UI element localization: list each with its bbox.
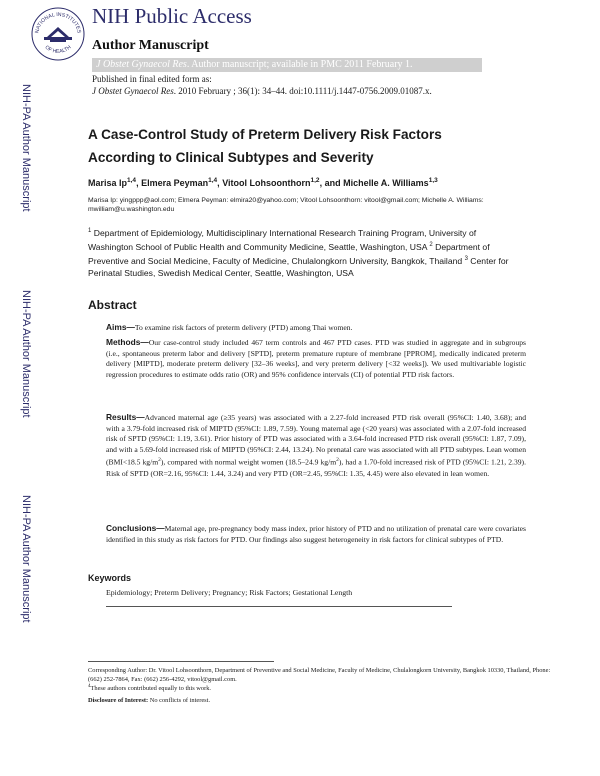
availability-text: [96, 58, 413, 72]
results-text: ), had a 1.70-fold increased risk of PTD (95%CI: 1.21, 2.39). Risk of SPTD (OR=2.16, 95%CI: 1.44, 3.24) and very PTD (OR=2.45, 95%CI: 1.35, 4.45) were also elevated in lean women.: [106, 457, 526, 478]
citation-journal: J Obstet Gynaecol Res: [92, 86, 174, 96]
disclosure-label: Disclosure of Interest:: [88, 697, 149, 704]
side-watermark-bottom: NIH-PA Author Manuscript: [20, 495, 32, 623]
disclosure-text: No conflicts of interest.: [148, 697, 211, 704]
author-emails: Marisa Ip: yingppp@aol.com; Elmera Peyman: elmira20@yahoo.com; Vitool Lohsoonthorn: vitool@gmail.com; Michelle A. Williams: mwilliam@u.washington.edu: [88, 197, 484, 213]
disclosure-note: [88, 697, 560, 704]
equal-contribution-note: [88, 683, 560, 694]
results-superscript: 2: [336, 457, 339, 464]
author-affil-sup: 1,4: [127, 177, 137, 184]
affil-text: Department of Preventive and Social Medicine, Faculty of Medicine, Chulalongkorn University, Bangkok, Thailand: [88, 241, 490, 266]
conclusions-text: Maternal age, pre-pregnancy body mass index, prior history of PTD and no utilization of prenatal care were covariates identified in this study as risk factors for PTD. Our findings also suggest heterogeneity in risk factors for clinical subtypes of PTD.: [106, 524, 526, 544]
methods-text: Our case-control study included 467 term controls and 467 PTD cases. PTD was studied in aggregate and in subgroups (i.e., spontaneous preterm labor and delivery [SPTD], preterm premature rupture of membrane [PPROM], medically indicated preterm delivery [MIPTD], moderate preterm delivery [32–36 weeks], and very preterm delivery [<32 weeks]). We used multivariable logistic regression procedures to estimate odds ratio (OR) and 95% confidence intervals (CI) of potential PTD risk factors.: [106, 338, 526, 379]
methods-label: Methods—: [106, 337, 149, 347]
nih-seal-logo: [30, 6, 86, 62]
affil-num: 1: [88, 228, 92, 234]
abstract-conclusions: [106, 523, 526, 545]
nih-public-access-title: NIH Public Access: [92, 4, 252, 28]
author-name: Vitool Lohsoonthorn: [222, 178, 311, 188]
published-label: Published in final edited form as:: [92, 74, 212, 84]
author-affil-sup: 1,3: [428, 177, 438, 184]
aims-text: To examine risk factors of preterm delivery (PTD) among Thai women.: [134, 323, 353, 332]
footnote-divider: [88, 661, 274, 662]
abstract-heading: Abstract: [88, 298, 137, 312]
author-name: Michelle A. Williams: [343, 178, 429, 188]
author-name: Elmera Peyman: [141, 178, 209, 188]
author-separator: , and: [319, 178, 344, 188]
results-superscript: 2: [158, 457, 161, 464]
keywords-divider: [106, 606, 452, 607]
journal-abbrev: J Obstet Gynaecol Res: [96, 59, 187, 70]
svg-text:OF HEALTH: OF HEALTH: [43, 44, 73, 55]
affil-text: Center for Perinatal Studies, Swedish Medical Center, Seattle, Washington, USA: [88, 255, 509, 279]
equal-contribution-sup: 4: [88, 684, 91, 689]
svg-text:NATIONAL INSTITUTES: NATIONAL INSTITUTES: [34, 11, 82, 34]
citation: [92, 86, 432, 96]
affiliations: [88, 225, 516, 279]
conclusions-label: Conclusions—: [106, 523, 165, 533]
paper-title: A Case-Control Study of Preterm Delivery Risk Factors According to Clinical Subtypes and Severity: [88, 127, 442, 165]
author-list: [88, 177, 558, 188]
author-separator: ,: [136, 178, 142, 188]
side-watermark-top: NIH-PA Author Manuscript: [20, 84, 32, 212]
aims-label: Aims—: [106, 322, 135, 332]
abstract-aims: [106, 322, 526, 334]
citation-details: . 2010 February ; 36(1): 34–44. doi:10.1111/j.1447-0756.2009.01087.x.: [173, 86, 432, 96]
results-text: ), compared with normal weight women (18.5–24.9 kg/m: [160, 457, 337, 467]
results-label: Results—: [106, 412, 145, 422]
author-name: Marisa Ip: [88, 178, 128, 188]
affil-num: 2: [429, 242, 433, 249]
results-text: Advanced maternal age (≥35 years) was associated with a 2.27-fold increased PTD risk overall (95%CI: 1.40, 3.68); and with a 3.79-fold increased risk of MIPTD (95%CI: 1.89, 7.59). Young maternal age (<20 years) was associated with a 2.07-fold increased risk of SPTD (95%CI: 1.19, 3.61). Prior history of PTD was associated with a 3.64-fold increased PTD risk overall (95%CI: 1.87, 7.09), and with a 5.69-fold increased risk of MIPTD (95%CI: 2.44, 13.24). No prenatal care was associated with all PTD subtypes. Lean women (BMI<18.5 kg/m: [106, 413, 526, 467]
availability-note: . Author manuscript; available in PMC 2011 February 1.: [186, 59, 413, 70]
author-affil-sup: 1,2: [310, 177, 320, 184]
corresponding-author-note: Corresponding Author: Dr. Vitool Lohsoonthorn, Department of Preventive and Social Medicine, Faculty of Medicine, Chulalongkorn University, Bangkok 10330, Thailand, Phone: (662) 252-7864, Fax: (662) 256-4292, vitool@gmail.com.: [88, 667, 551, 683]
side-watermark-middle: NIH-PA Author Manuscript: [20, 290, 32, 418]
affil-num: 3: [464, 256, 468, 263]
keywords-list: Epidemiology; Preterm Delivery; Pregnancy; Risk Factors; Gestational Length: [106, 588, 353, 597]
equal-contribution-text: These authors contributed equally to this work.: [90, 685, 212, 693]
abstract-methods: [106, 337, 526, 380]
author-manuscript-label: Author Manuscript: [92, 38, 209, 53]
author-affil-sup: 1,4: [208, 177, 218, 184]
abstract-results: [106, 412, 526, 479]
author-separator: ,: [217, 178, 223, 188]
keywords-heading: Keywords: [88, 573, 132, 583]
affil-text: Department of Epidemiology, Multidisciplinary International Research Training Program, University of Washington School of Public Health and Community Medicine, Seattle, Washington, USA: [88, 227, 477, 252]
